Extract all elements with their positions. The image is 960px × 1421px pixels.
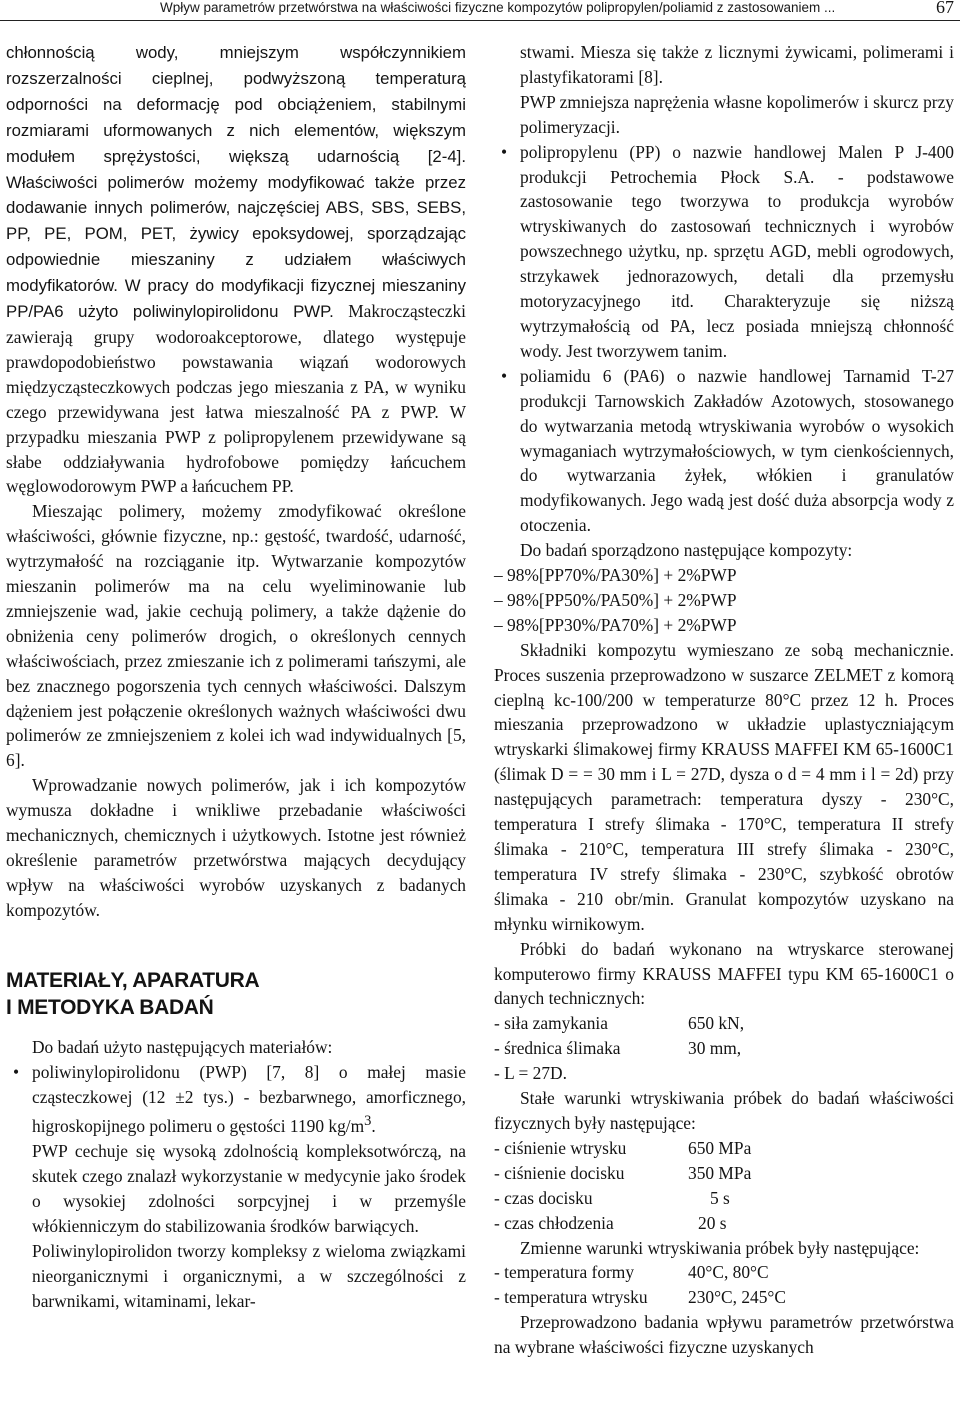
condition-row — [494, 1161, 954, 1186]
final-paragraph: Przeprowadzono badania wpływu parametrów przetwórstwa na wybrane właściwości fizyczne uzyskanych — [494, 1312, 954, 1358]
condition-value: 20 s — [698, 1212, 727, 1233]
blending-paragraph: Mieszając polimery, możemy zmodyfikować określone właściwości, głównie fizyczne, np.: gęstość, twardość, udarność, wytrzymałość na rozciąganie itp. Wytwarzanie kompozytów mieszanin polimerów ma na celu wyeliminowanie lub zmniejszenie wad, jakie cechują polimery, a także dążenie do obniżenia ceny polimerów drogich, o określonych cennych właściwościach, przez zmieszanie ich z polimerami tańszymi, ale bez znacznego pogorszenia tych cennych właściwości. Dalszym dążeniem jest połączenie określonych ważnych właściwości dwu polimerów ze zmniejszeniem z kolei ich wad indywidualnych [5, 6]. — [6, 501, 466, 771]
condition-label: - ciśnienie wtrysku — [494, 1137, 627, 1158]
section-heading — [6, 967, 466, 1021]
condition-value: 40°C, 80°C — [688, 1262, 769, 1283]
condition-value: 350 MPa — [688, 1162, 752, 1183]
materials-list-continued — [494, 140, 954, 539]
pwp-note-complexing: PWP cechuje się wysoką zdolnością kompleksotwórczą, na skutek czego znalazł wykorzystanie w medycynie jako środek o wysokiej zdolności sorpcyjnej i w przemyśle włókienniczym do stabilizowania środków barwiących. — [32, 1141, 466, 1236]
list-item-pwp — [6, 1060, 466, 1140]
bullet-icon: • — [500, 365, 508, 386]
tech-data-label: - średnica ślimaka — [494, 1038, 621, 1059]
tech-data-row — [494, 1011, 954, 1036]
intro-paragraph-sans-part: chłonnością wody, mniejszym współczynnikiem rozszerzalności cieplnej, podwyższoną temperaturą odporności na deformację pod obciążeniem, stabilnymi rozmiarami uformowanych z nich elementów, większym modułem sprężystości, większą udarnością [2-4]. — [6, 43, 466, 166]
condition-row — [494, 1285, 954, 1310]
condition-label: - czas docisku — [494, 1187, 593, 1208]
bullet-icon: • — [500, 141, 508, 162]
pwp-note-continuation: stwami. Miesza się także z licznymi żywicami, polimerami i plastyfikatorami [8]. — [520, 42, 954, 87]
list-item-pp — [494, 140, 954, 364]
pwp-note-complexes: Poliwinylopirolidon tworzy kompleksy z wieloma związkami nieorganicznymi i organicznymi, a w szczególności z barwnikami, witaminami, lekar- — [32, 1240, 466, 1311]
pwp-note-stress: PWP zmniejsza naprężenia własne kopolimerów i skurcz przy polimeryzacji. — [520, 91, 954, 137]
condition-value: 230°C, 245°C — [688, 1287, 786, 1308]
constant-conditions-intro: Stałe warunki wtryskiwania próbek do badań właściwości fizycznych były następujące: — [494, 1088, 954, 1133]
intro-paragraph — [6, 40, 466, 499]
composites-list — [494, 563, 954, 638]
variable-conditions-intro: Zmienne warunki wtryskiwania próbek były następujące: — [520, 1237, 920, 1258]
running-header — [0, 0, 960, 21]
condition-row — [494, 1186, 954, 1211]
composites-intro: Do badań sporządzono następujące kompozyty: — [520, 540, 853, 561]
condition-label: - czas chłodzenia — [494, 1212, 614, 1233]
composite-item: – 98%[PP30%/PA70%] + 2%PWP — [494, 614, 737, 635]
tech-data-row — [494, 1061, 954, 1086]
tech-data-value: 30 mm, — [688, 1038, 742, 1059]
right-column — [494, 40, 954, 1360]
intro-paragraph-macromolecules: Makrocząsteczki zawierają grupy wodoroakceptorowe, dlatego występuje prawdopodobieństwo powstawania wiązań wodorowych międzycząsteczkowych podczas jego mieszania z PA, w wyniku czego przewidywana jest łatwa mieszalność PA z PWP. W przypadku mieszania PWP z polipropylenem przewidywane są słabe oddziaływania hydrofobowe pomiędzy łańcuchem węglowodorowym PWP a łańcuchem PP. — [6, 301, 466, 497]
tech-data-label: - siła zamykania — [494, 1013, 608, 1034]
condition-row — [494, 1260, 954, 1285]
composite-item: – 98%[PP50%/PA50%] + 2%PWP — [494, 589, 737, 610]
running-header-title: Wpływ parametrów przetwórstwa na właściwości fizyczne kompozytów polipropylen/poliamid z zastosowaniem ... — [160, 0, 836, 15]
tech-data-row — [494, 1036, 954, 1061]
constant-conditions-list — [494, 1136, 954, 1236]
bullet-icon: • — [12, 1061, 20, 1082]
mixing-paragraph: Składniki kompozytu wymieszano ze sobą mechanicznie. Proces suszenia przeprowadzono w suszarce ZELMET z komorą cieplną kc-100/200 w temperaturze 80°C przez 12 h. Proces mieszania przeprowadzono w układzie uplastyczniającym wtryskarki ślimakowej firmy KRAUSS MAFFEI KM 65-1600C1 (ślimak D = = 30 mm i L = 27D, dysza o d = 4 mm i l = 2d) przy następujących parametrach: temperatura dyszy - 230°C, temperatura I strefy ślimaka - 170°C, temperatura II strefy ślimaka - 210°C, temperatura III strefy ślimaka - 230°C, temperatura IV strefy ślimaka - 230°C, szybkość obrotów ślimaka - 210 obr/min. Granulat kompozytów uzyskano na młynku wirnikowym. — [494, 639, 954, 934]
intro-paragraph-modifiers: Właściwości polimerów możemy modyfikować także przez dodawanie innych polimerów, najczęściej ABS, SBS, SEBS, PP, PE, POM, PET, żywicy epoksydowej, sporządzając odpowiednie mieszaniny z udziałem właściwych modyfikatorów. W pracy do modyfikacji fizycznej mieszaniny PP/PA6 użyto poliwinylopirolidonu PWP. — [6, 172, 466, 322]
tech-data-value: 650 kN, — [688, 1013, 745, 1034]
tech-data-list — [494, 1011, 954, 1086]
pwp-description-end: . — [371, 1116, 376, 1137]
page-number: 67 — [936, 0, 954, 17]
samples-paragraph: Próbki do badań wykonano na wtryskarce sterowanej komputerowo firmy KRAUSS MAFFEI typu KM 65-1600C1 o danych technicznych: — [494, 938, 954, 1009]
condition-row — [494, 1136, 954, 1161]
list-item-pa6 — [494, 364, 954, 538]
variable-conditions-list — [494, 1260, 954, 1310]
pwp-density-exponent: 3 — [364, 1113, 372, 1130]
tech-data-label: - L = 27D. — [494, 1063, 567, 1084]
section-heading-line-2: I METODYKA BADAŃ — [6, 995, 214, 1019]
section-heading-line-1: MATERIAŁY, APARATURA — [6, 968, 260, 992]
condition-row — [494, 1211, 954, 1236]
condition-value: 5 s — [710, 1187, 730, 1208]
new-polymers-paragraph: Wprowadzanie nowych polimerów, jak i ich kompozytów wymusza dokładne i wnikliwe przebadanie właściwości mechanicznych, chemicznych i użytkowych. Istotne jest również określenie parametrów przetwórstwa mających decydujący wpływ na właściwości wyrobów uzyskanych z badanych kompozytów. — [6, 775, 466, 920]
condition-label: - temperatura formy — [494, 1262, 635, 1283]
materials-intro: Do badań użyto następujących materiałów: — [32, 1036, 333, 1057]
pp-description: polipropylenu (PP) o nazwie handlowej Malen P J-400 produkcji Petrochemia Płock S.A. - podstawowe zastosowanie tego tworzywa to produkcja wyrobów wtryskiwanych do zastosowań technicznych i wyrobów powszechnego użytku, np. sprzętu AGD, mebli ogrodowych, strzykawek jednorazowych, detali dla przemysłu motoryzacyjnego itd. Charakteryzuje się niższą wytrzymałością od PA, lecz posiada mniejszą chłonność wody. Jest tworzywem tanim. — [520, 141, 954, 361]
pa6-description: poliamidu 6 (PA6) o nazwie handlowej Tarnamid T-27 produkcji Tarnowskich Zakładów Azotowych, stosowanego do wytwarzania metodą wtryskiwania wyrobów o wysokich wymaganiach wytrzymałościowych, w tym cienkościennych, do wytwarzania żyłek, włókien i granulatów modyfikowanych. Jego wadą jest dość duża absorpcja wody z otoczenia. — [520, 365, 954, 536]
pwp-description: poliwinylopirolidonu (PWP) [7, 8] o małej masie cząsteczkowej (12 ±2 tys.) - bezbarwnego, amorficznego, higroskopijnego polimeru o gęstości 1190 kg/m — [32, 1061, 466, 1137]
left-column — [6, 40, 466, 1313]
condition-label: - ciśnienie docisku — [494, 1162, 625, 1183]
materials-list — [6, 1060, 466, 1140]
composite-item: – 98%[PP70%/PA30%] + 2%PWP — [494, 565, 737, 586]
condition-label: - temperatura wtrysku — [494, 1287, 648, 1308]
condition-value: 650 MPa — [688, 1137, 752, 1158]
